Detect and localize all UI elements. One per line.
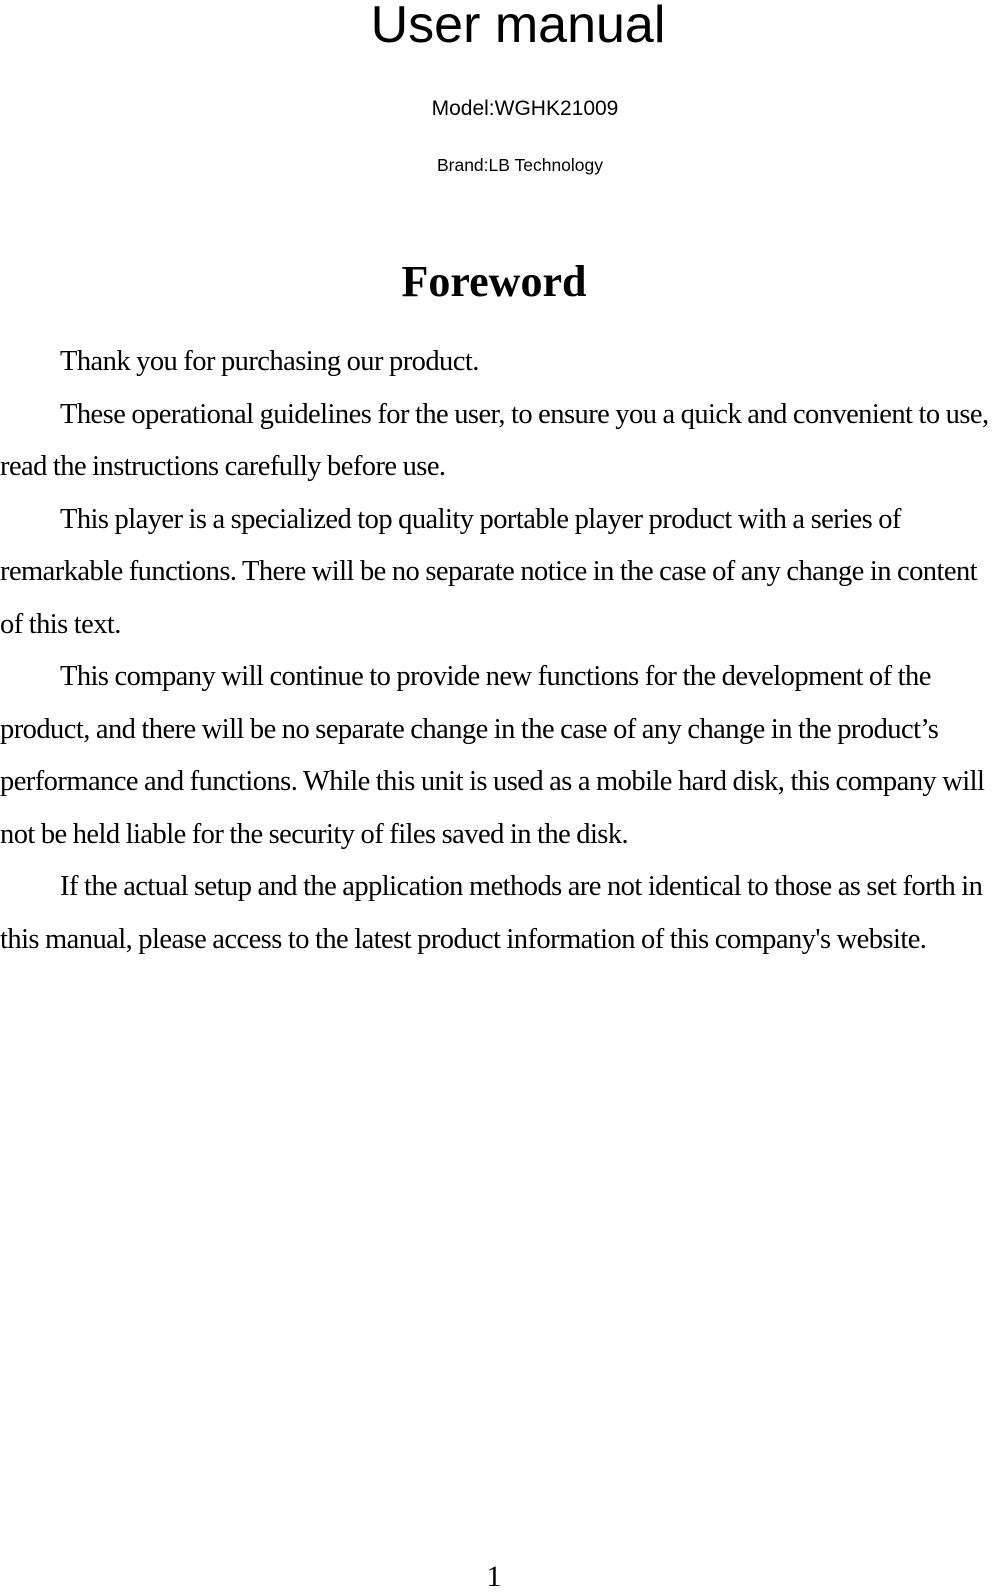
brand-name: Brand:LB Technology xyxy=(436,155,604,175)
paragraph: This player is a specialized top quality portable player product with a series of remarkable functions. There will be no separate notice in the case of any change in content of this text. xyxy=(0,503,978,640)
paragraph: Thank you for purchasing our product. xyxy=(60,346,479,377)
model-number: Model:WGHK21009 xyxy=(431,97,619,120)
document-title: User manual xyxy=(370,0,666,54)
paragraph: These operational guidelines for the user, to ensure you a quick and convenient to use, read the instructions carefully before use. xyxy=(0,398,989,482)
page-number: 1 xyxy=(486,1560,502,1593)
foreword-body xyxy=(0,336,999,966)
paragraph: If the actual setup and the application methods are not identical to those as set forth in this manual, please access to the latest product information of this company's website. xyxy=(0,871,983,955)
section-heading: Foreword xyxy=(401,257,587,306)
paragraph: This company will continue to provide new functions for the development of the product, and there will be no separate change in the case of any change in the product’s performance and functions. While this unit is used as a mobile hard disk, this company will not be held liable for the security of files saved in the disk. xyxy=(0,661,985,850)
